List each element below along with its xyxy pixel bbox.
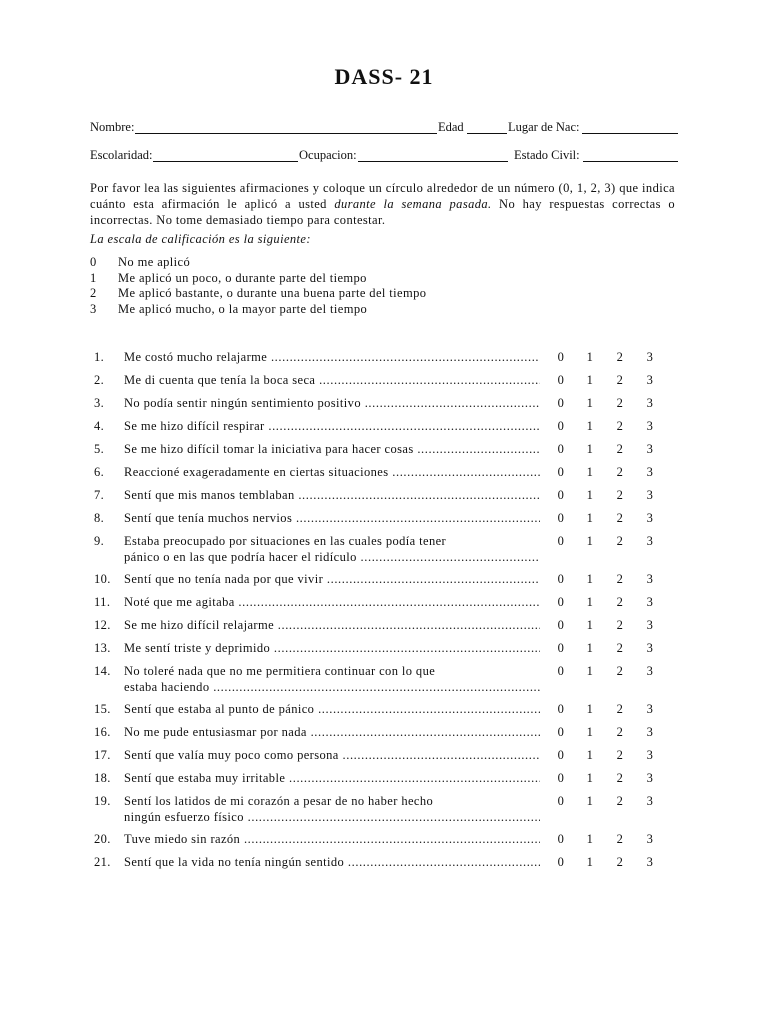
response-option-1[interactable]: 1 <box>586 702 594 716</box>
question-number: 3. <box>94 396 105 410</box>
question-text-line: Sentí que estaba al punto de pánico ..... <box>124 701 540 717</box>
instructions-emphasis: durante la semana pasada. <box>334 197 492 211</box>
question-text <box>124 349 540 365</box>
instructions-text: Por favor lea las siguientes afirmaciones y coloque un círculo alrededor de un número (0, 1, 2, 3) que indica cuánto esta afirmación le aplicó a usted <box>90 181 675 211</box>
scale-title: La escala de calificación es la siguiente: <box>90 232 311 246</box>
response-option-0[interactable]: 0 <box>557 641 565 655</box>
response-option-1[interactable]: 1 <box>586 832 594 846</box>
response-option-3[interactable]: 3 <box>646 373 654 387</box>
response-option-2[interactable]: 2 <box>616 511 624 525</box>
question-text <box>124 640 540 656</box>
response-option-1[interactable]: 1 <box>586 618 594 632</box>
question-number: 17. <box>94 748 111 762</box>
response-option-2[interactable]: 2 <box>616 488 624 502</box>
question-text-line: Sentí los latidos de mi corazón a pesar de no haber hecho <box>124 794 434 808</box>
response-option-1[interactable]: 1 <box>586 725 594 739</box>
question-text-line: Reaccioné exageradamente en ciertas situaciones ..... <box>124 464 540 480</box>
response-option-2[interactable]: 2 <box>616 465 624 479</box>
question-text-line: Me di cuenta que tenía la boca seca ..... <box>124 372 540 388</box>
response-option-1[interactable]: 1 <box>586 373 594 387</box>
response-option-2[interactable]: 2 <box>616 832 624 846</box>
response-option-2[interactable]: 2 <box>616 794 624 808</box>
question-text <box>124 793 540 825</box>
question-text-line: Se me hizo difícil respirar ..... <box>124 418 540 434</box>
response-option-0[interactable]: 0 <box>557 511 565 525</box>
question-text-line: Se me hizo difícil relajarme ..... <box>124 617 540 633</box>
response-option-0[interactable]: 0 <box>557 396 565 410</box>
response-option-2[interactable]: 2 <box>616 641 624 655</box>
response-option-0[interactable]: 0 <box>557 350 565 364</box>
response-option-0[interactable]: 0 <box>557 618 565 632</box>
response-option-2[interactable]: 2 <box>616 572 624 586</box>
response-option-3[interactable]: 3 <box>646 702 654 716</box>
question-text-line: Noté que me agitaba ..... <box>124 594 540 610</box>
question-text <box>124 464 540 480</box>
response-option-3[interactable]: 3 <box>646 396 654 410</box>
question-text <box>124 594 540 610</box>
response-option-2[interactable]: 2 <box>616 373 624 387</box>
response-option-0[interactable]: 0 <box>557 572 565 586</box>
response-option-1[interactable]: 1 <box>586 771 594 785</box>
response-option-1[interactable]: 1 <box>586 534 594 548</box>
scale-number: 3 <box>90 301 97 316</box>
response-option-3[interactable]: 3 <box>646 534 654 548</box>
question-number: 15. <box>94 702 111 716</box>
response-option-1[interactable]: 1 <box>586 396 594 410</box>
question-number: 20. <box>94 832 111 846</box>
question-text-line: Se me hizo difícil tomar la iniciativa para hacer cosas ..... <box>124 441 540 457</box>
response-option-0[interactable]: 0 <box>557 534 565 548</box>
instructions-text-end: No hay respuestas correctas o incorrectas. No tome demasiado tiempo para contestar. <box>90 197 675 227</box>
question-number: 12. <box>94 618 111 632</box>
estado-civil-label: Estado Civil: <box>514 148 580 162</box>
response-option-1[interactable]: 1 <box>586 488 594 502</box>
question-text-line: Sentí que tenía muchos nervios ..... <box>124 510 540 526</box>
scale-description: Me aplicó un poco, o durante parte del tiempo <box>118 270 367 285</box>
response-option-3[interactable]: 3 <box>646 748 654 762</box>
question-text <box>124 395 540 411</box>
question-text <box>124 571 540 587</box>
response-option-2[interactable]: 2 <box>616 442 624 456</box>
response-option-1[interactable]: 1 <box>586 511 594 525</box>
question-text-line: No podía sentir ningún sentimiento positivo ..... <box>124 395 540 411</box>
response-option-0[interactable]: 0 <box>557 595 565 609</box>
question-text <box>124 854 540 870</box>
response-option-3[interactable]: 3 <box>646 725 654 739</box>
question-text <box>124 663 540 695</box>
response-option-3[interactable]: 3 <box>646 771 654 785</box>
response-option-2[interactable]: 2 <box>616 396 624 410</box>
lugar-nac-label: Lugar de Nac: <box>508 120 580 134</box>
response-option-3[interactable]: 3 <box>646 572 654 586</box>
response-option-0[interactable]: 0 <box>557 664 565 678</box>
response-option-0[interactable]: 0 <box>557 465 565 479</box>
question-text-line: No toleré nada que no me permitiera continuar con lo que <box>124 664 436 678</box>
question-text-line: Estaba preocupado por situaciones en las cuales podía tener <box>124 534 447 548</box>
question-number: 21. <box>94 855 111 869</box>
scale-number: 0 <box>90 255 97 269</box>
response-option-0[interactable]: 0 <box>557 855 565 869</box>
question-text <box>124 441 540 457</box>
response-option-0[interactable]: 0 <box>557 442 565 456</box>
question-text-line: Sentí que valía muy poco como persona ..... <box>124 747 540 763</box>
question-number: 13. <box>94 641 111 655</box>
question-text <box>124 487 540 503</box>
question-text-line: ningún esfuerzo físico ..... <box>124 809 540 825</box>
response-option-0[interactable]: 0 <box>557 832 565 846</box>
question-text-line: Sentí que estaba muy irritable ..... <box>124 770 540 786</box>
question-text-line: Me sentí triste y deprimido ..... <box>124 640 540 656</box>
response-option-2[interactable]: 2 <box>616 771 624 785</box>
question-text-line: Sentí que no tenía nada por que vivir ..... <box>124 571 540 587</box>
response-option-3[interactable]: 3 <box>646 794 654 808</box>
response-option-3[interactable]: 3 <box>646 350 654 364</box>
response-option-3[interactable]: 3 <box>646 442 654 456</box>
question-number: 6. <box>94 465 105 479</box>
question-text-line: Tuve miedo sin razón ..... <box>124 831 540 847</box>
response-option-3[interactable]: 3 <box>646 618 654 632</box>
question-text-line: No me pude entusiasmar por nada ..... <box>124 724 540 740</box>
response-option-1[interactable]: 1 <box>586 641 594 655</box>
response-option-2[interactable]: 2 <box>616 855 624 869</box>
question-text-line: Sentí que la vida no tenía ningún sentido ..... <box>124 854 540 870</box>
response-option-1[interactable]: 1 <box>586 465 594 479</box>
response-option-2[interactable]: 2 <box>616 748 624 762</box>
response-option-0[interactable]: 0 <box>557 419 565 433</box>
question-number: 8. <box>94 511 105 525</box>
response-option-0[interactable]: 0 <box>557 771 565 785</box>
question-text <box>124 701 540 717</box>
page-title: DASS- 21 <box>334 64 434 89</box>
question-text <box>124 372 540 388</box>
response-option-2[interactable]: 2 <box>616 419 624 433</box>
question-text <box>124 533 540 565</box>
response-option-0[interactable]: 0 <box>557 748 565 762</box>
response-option-3[interactable]: 3 <box>646 641 654 655</box>
question-number: 5. <box>94 442 105 456</box>
response-option-0[interactable]: 0 <box>557 373 565 387</box>
response-option-1[interactable]: 1 <box>586 350 594 364</box>
question-text <box>124 418 540 434</box>
response-option-0[interactable]: 0 <box>557 702 565 716</box>
scale-description: Me aplicó bastante, o durante una buena parte del tiempo <box>118 286 427 300</box>
question-number: 9. <box>94 534 105 548</box>
response-option-3[interactable]: 3 <box>646 419 654 433</box>
response-option-1[interactable]: 1 <box>586 855 594 869</box>
nombre-label: Nombre: <box>90 120 135 134</box>
ocupacion-label: Ocupacion: <box>299 148 357 162</box>
response-option-2[interactable]: 2 <box>616 702 624 716</box>
response-option-1[interactable]: 1 <box>586 595 594 609</box>
scale-number: 1 <box>90 270 97 285</box>
response-option-3[interactable]: 3 <box>646 488 654 502</box>
question-text-line: Sentí que mis manos temblaban ..... <box>124 487 540 503</box>
response-option-2[interactable]: 2 <box>616 664 624 678</box>
response-option-1[interactable]: 1 <box>586 748 594 762</box>
response-option-0[interactable]: 0 <box>557 488 565 502</box>
question-number: 18. <box>94 771 111 785</box>
response-option-1[interactable]: 1 <box>586 664 594 678</box>
question-number: 14. <box>94 664 111 678</box>
response-option-1[interactable]: 1 <box>586 572 594 586</box>
question-number: 4. <box>94 419 105 433</box>
response-option-2[interactable]: 2 <box>616 618 624 632</box>
question-number: 16. <box>94 725 111 739</box>
response-option-3[interactable]: 3 <box>646 511 654 525</box>
question-text <box>124 617 540 633</box>
response-option-1[interactable]: 1 <box>586 442 594 456</box>
response-option-2[interactable]: 2 <box>616 595 624 609</box>
response-option-2[interactable]: 2 <box>616 725 624 739</box>
response-option-2[interactable]: 2 <box>616 350 624 364</box>
question-number: 1. <box>94 350 105 364</box>
question-text <box>124 510 540 526</box>
question-number: 2. <box>94 373 105 387</box>
response-option-3[interactable]: 3 <box>646 595 654 609</box>
scale-description: No me aplicó <box>118 255 191 269</box>
scale-number: 2 <box>90 286 97 300</box>
question-text-line: pánico o en las que podría hacer el ridículo ..... <box>124 549 540 565</box>
question-text <box>124 770 540 786</box>
question-number: 19. <box>94 794 111 808</box>
question-number: 10. <box>94 572 111 586</box>
question-text-line: Me costó mucho relajarme ..... <box>124 349 540 365</box>
response-option-2[interactable]: 2 <box>616 534 624 548</box>
question-text-line: estaba haciendo ..... <box>124 679 540 695</box>
scale-description: Me aplicó mucho, o la mayor parte del tiempo <box>118 301 368 316</box>
response-option-1[interactable]: 1 <box>586 419 594 433</box>
response-option-1[interactable]: 1 <box>586 794 594 808</box>
edad-label: Edad <box>438 120 464 134</box>
response-option-3[interactable]: 3 <box>646 664 654 678</box>
response-option-3[interactable]: 3 <box>646 855 654 869</box>
response-option-0[interactable]: 0 <box>557 725 565 739</box>
response-option-0[interactable]: 0 <box>557 794 565 808</box>
response-option-3[interactable]: 3 <box>646 465 654 479</box>
question-number: 7. <box>94 488 105 502</box>
question-text <box>124 724 540 740</box>
question-text <box>124 747 540 763</box>
question-number: 11. <box>94 595 111 609</box>
question-text <box>124 831 540 847</box>
escolaridad-label: Escolaridad: <box>90 148 153 162</box>
response-option-3[interactable]: 3 <box>646 832 654 846</box>
